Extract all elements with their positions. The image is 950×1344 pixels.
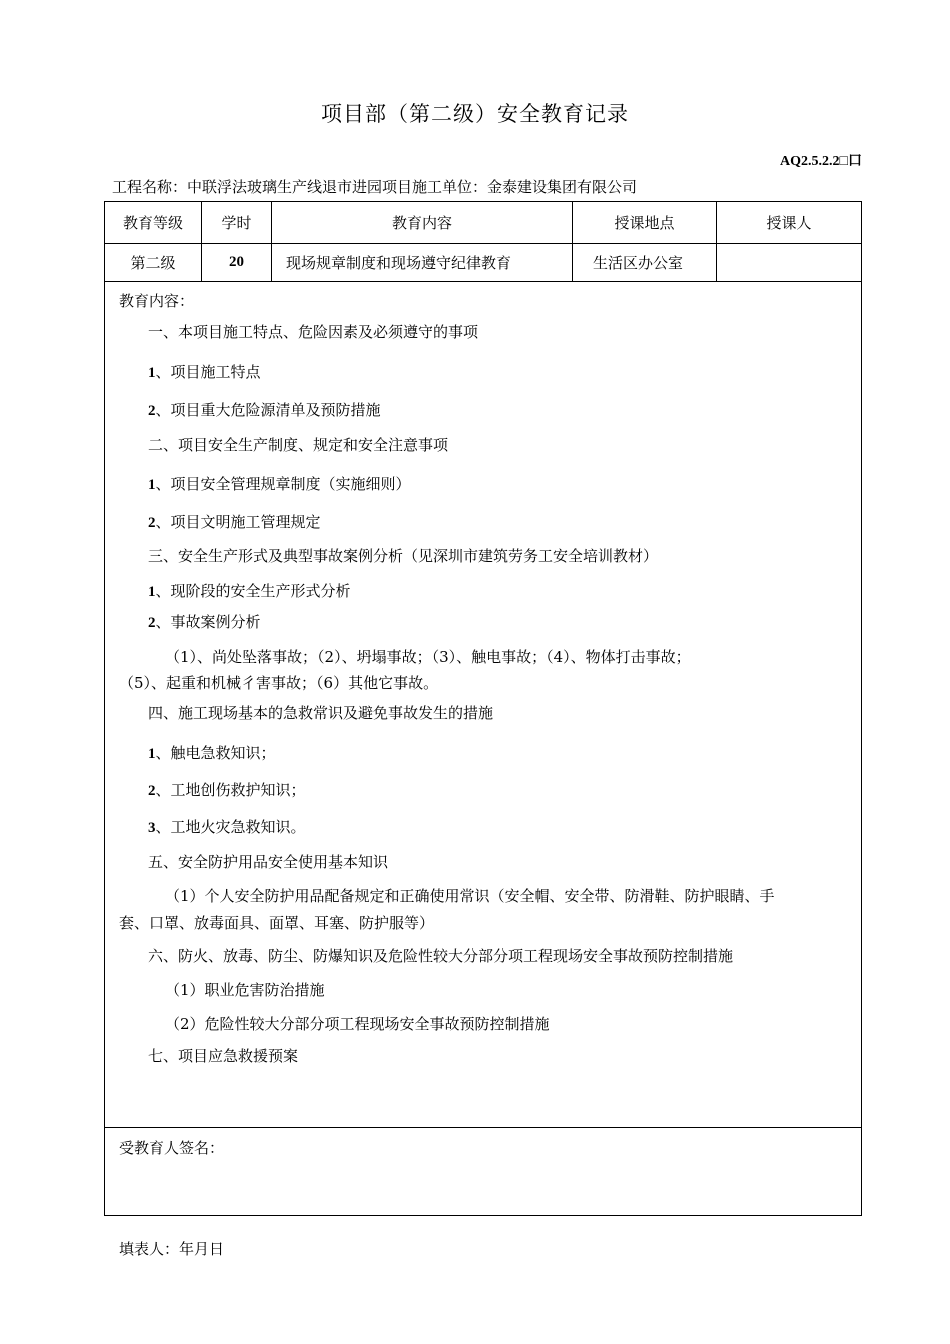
document-code: AQ2.5.2.2□口 [780,154,862,169]
content-line-8: 1、现阶段的安全生产形式分析 [148,582,351,600]
content-line-4: 二、项目安全生产制度、规定和安全注意事项 [148,436,449,454]
header-location: 授课地点 [573,202,717,244]
table-header-row [105,202,862,244]
signature-section[interactable] [105,1128,862,1216]
cell-level: 第二级 [105,244,202,282]
signature-label: 受教育人签名： [119,1139,225,1157]
content-line-1: 一、本项目施工特点、危险因素及必须遵守的事项 [148,323,479,341]
content-line-7: 三、安全生产形式及典型事故案例分析（见深圳市建筑劳务工安全培训教材） [148,547,659,565]
content-line-22: 七、项目应急救援预案 [148,1047,299,1065]
header-level: 教育等级 [105,202,202,244]
page-title: 项目部（第二级）安全教育记录 [321,102,629,126]
content-line-9: 2、事故案例分析 [148,613,261,631]
header-teacher: 授课人 [717,202,862,244]
content-label: 教育内容： [119,292,195,310]
content-line-2: 1、项目施工特点 [148,363,261,381]
header-hours: 学时 [202,202,272,244]
content-section [105,282,862,1128]
cell-content: 现场规章制度和现场遵守纪律教育 [272,244,573,282]
cell-teacher [717,244,862,282]
content-line-13: 1、触电急救知识； [148,744,276,762]
content-line-12: 四、施工现场基本的急救常识及避免事故发生的措施 [148,704,494,722]
cell-hours: 20 [202,244,272,282]
content-line-17: （1）个人安全防护用品配备规定和正确使用常识（安全帽、安全带、防滑鞋、防护眼睛、手 [165,887,775,905]
content-line-5: 1、项目安全管理规章制度（实施细则） [148,475,411,493]
cell-location: 生活区办公室 [573,244,717,282]
content-line-21: （2）危险性较大分部分项工程现场安全事故预防控制措施 [165,1015,550,1033]
content-line-6: 2、项目文明施工管理规定 [148,513,321,531]
content-line-10: （1）、尚处坠落事故；（2）、坍塌事故；（3）、触电事故；（4）、物体打击事故； [165,648,691,666]
content-line-16: 五、安全防护用品安全使用基本知识 [148,853,389,871]
content-line-14: 2、工地创伤救护知识； [148,781,306,799]
content-line-19: 六、防火、放毒、防尘、防爆知识及危险性较大分部分项工程现场安全事故预防控制措施 [148,947,734,965]
header-content: 教育内容 [272,202,573,244]
content-line-11: （5）、起重和机械彳害事故；（6）其他它事故。 [119,674,439,692]
table-row [105,244,862,282]
content-line-18: 套、口罩、放毒面具、面罩、耳塞、防护服等） [119,914,435,932]
form-filler-line: 填表人：年月日 [119,1240,225,1258]
content-line-3: 2、项目重大危险源清单及预防措施 [148,401,381,419]
content-line-15: 3、工地火灾急救知识。 [148,818,306,836]
project-info-line: 工程名称：中联浮法玻璃生产线退市进园项目施工单位：金泰建设集团有限公司 [112,178,638,196]
content-line-20: （1）职业危害防治措施 [165,981,325,999]
education-record-table [104,201,862,1216]
